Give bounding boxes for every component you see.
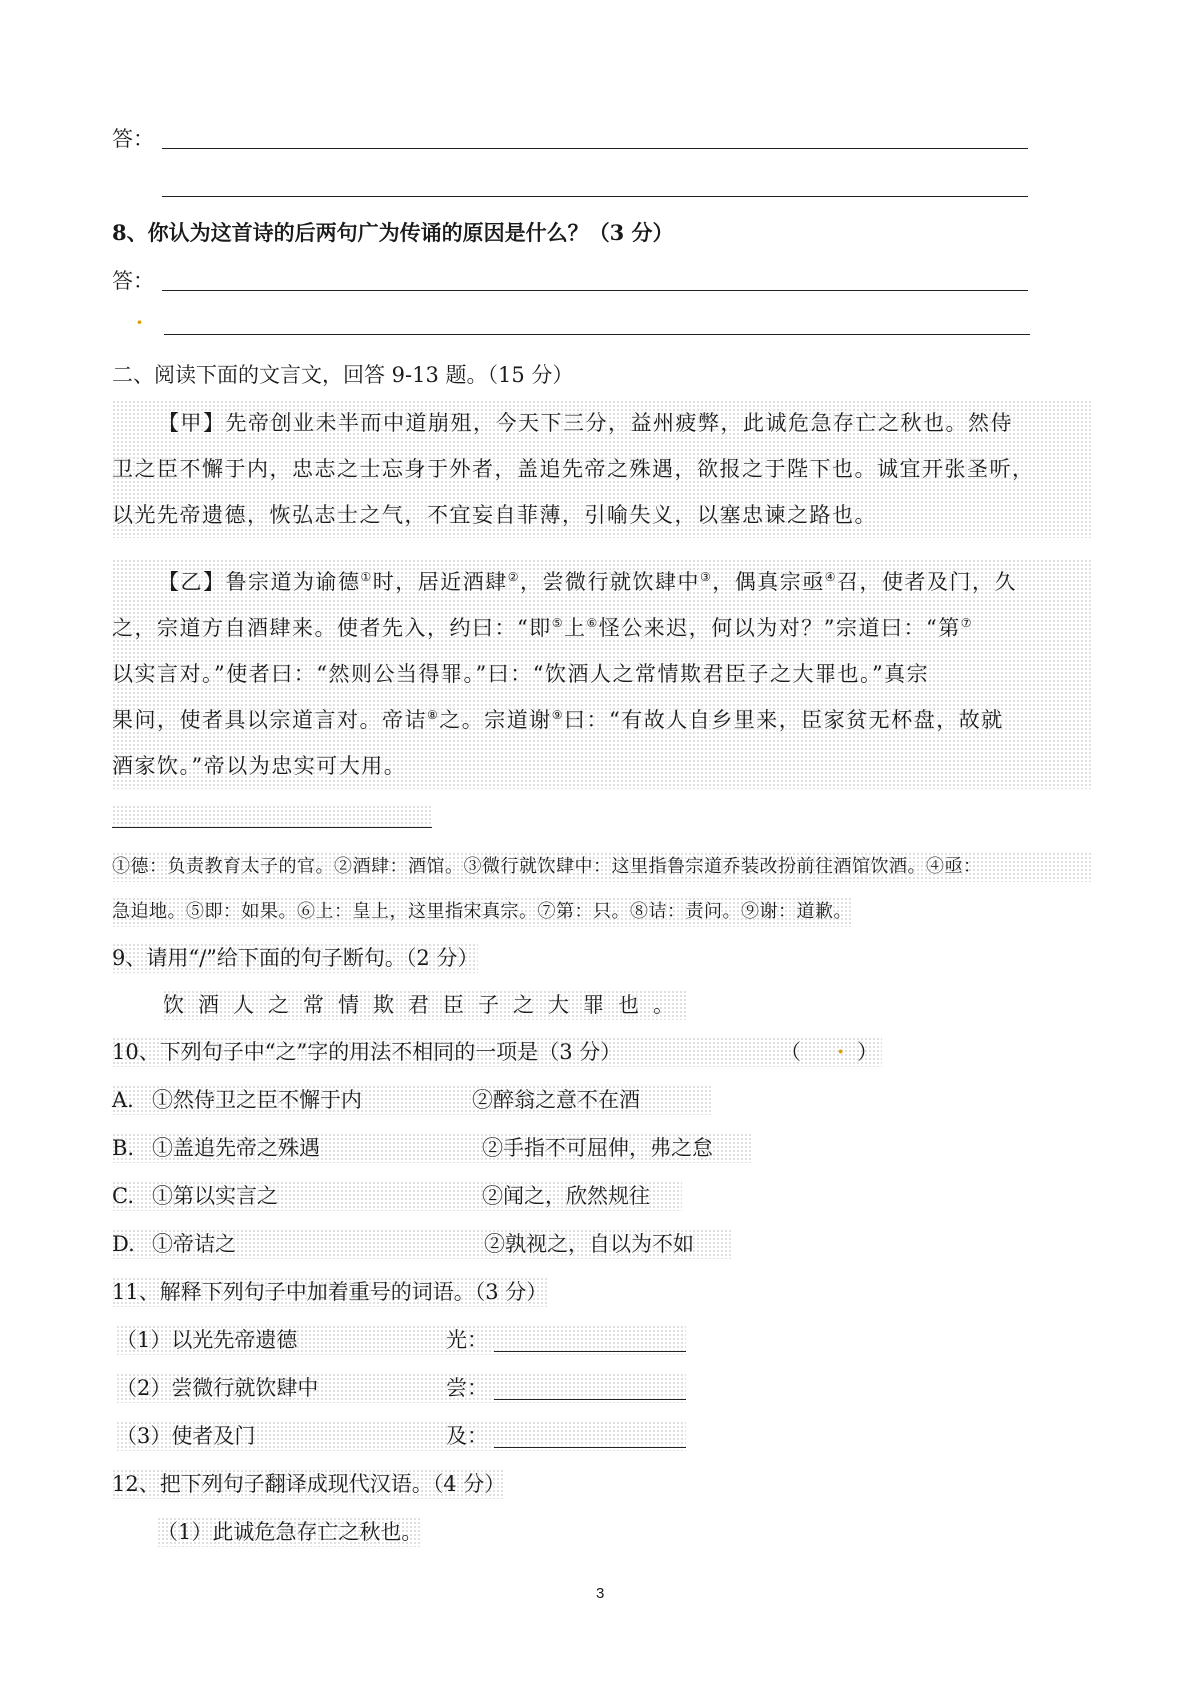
- footnote-separator-bg: [112, 805, 432, 827]
- footnote-ref: ⑥: [586, 616, 599, 630]
- answer-line[interactable]: [162, 196, 1028, 197]
- answer-blank-mark[interactable]: ·: [837, 1039, 845, 1064]
- passage-yi-line: 之，宗道方自酒肆来。使者先入，约曰：“即⑤上⑥怪公来迟，何以为对？”宗道曰：“第⑦: [112, 616, 974, 640]
- passage-jia-line: 以光先帝遗德，恢弘志士之气，不宜妄自菲薄，引喻失义，以塞忠谏之路也。: [112, 503, 877, 527]
- question-9-sentence: 饮酒人之常情欺君臣子之大罪也。: [163, 990, 688, 1020]
- footnote-ref: ⑨: [551, 708, 565, 722]
- passage-yi-line: 【乙】鲁宗道为谕德①时，居近酒肆②，尝微行就饮肆中③，偶真宗亟④召，使者及门，久: [158, 570, 1018, 594]
- footnote-ref: ①: [360, 570, 373, 584]
- q11-item: （3）使者及门 及：: [116, 1421, 686, 1451]
- footnote-ref: ②: [507, 570, 521, 584]
- answer-label: 答：: [112, 269, 154, 293]
- question-12: 12、把下列句子翻译成现代汉语。（4 分）: [112, 1469, 505, 1499]
- option-d[interactable]: D. ①帝诘之 ②孰视之，自以为不如: [112, 1229, 732, 1259]
- footnote-ref: ⑧: [427, 708, 440, 722]
- passage-yi-line: 以实言对。”使者曰：“然则公当得罪。”曰：“饮酒人之常情欺君臣子之大罪也。”真宗: [112, 662, 930, 686]
- passage-jia: [112, 400, 1092, 538]
- footnote-line: ①德：负责教育太子的官。②酒肆：酒馆。③微行就饮肆中：这里指鲁宗道乔装改扮前往酒馆饮酒。④亟：: [112, 852, 1092, 882]
- footnote-line: 急迫地。⑤即：如果。⑥上：皇上，这里指宋真宗。⑦第：只。⑧诘：责问。⑨谢：道歉。: [112, 897, 852, 927]
- option-b[interactable]: B. ①盖追先帝之殊遇 ②手指不可屈伸，弗之怠: [112, 1133, 752, 1163]
- passage-jia-line: 卫之臣不懈于内，忠志之士忘身于外者，盖追先帝之殊遇，欲报之于陛下也。诚宜开张圣听，: [112, 457, 1035, 481]
- passage-yi-line: 果问，使者具以宗道言对。帝诘⑧之。宗道谢⑨曰：“有故人自乡里来，臣家贫无杯盘，故就: [112, 708, 1004, 732]
- passage-yi: [112, 559, 1092, 789]
- answer-paren-close: ）: [857, 1040, 878, 1064]
- answer-label: 答：: [112, 127, 154, 151]
- footnote-ref: ⑦: [960, 616, 974, 630]
- question-11: 11、解释下列句子中加着重号的词语。（3 分）: [112, 1277, 547, 1307]
- section-heading: 二、阅读下面的文言文，回答 9-13 题。（15 分）: [112, 363, 574, 387]
- question-8: 8、你认为这首诗的后两句广为传诵的原因是什么？（3 分）: [112, 220, 674, 245]
- footnote-separator: [112, 827, 432, 828]
- answer-line[interactable]: [162, 148, 1028, 149]
- answer-line[interactable]: [162, 290, 1028, 291]
- q11-answer-line[interactable]: [494, 1447, 686, 1448]
- question-10: 10、下列句子中“之”字的用法不相同的一项是（3 分） （ · ）: [112, 1037, 882, 1067]
- option-c[interactable]: C. ①第以实言之 ②闻之，欣然规往: [112, 1181, 682, 1211]
- footnote-ref: ③: [700, 570, 713, 584]
- question-9: 9、请用“/”给下面的句子断句。（2 分）: [112, 943, 478, 973]
- page-number: 3: [596, 1585, 605, 1602]
- passage-jia-line: 【甲】先帝创业未半而中道崩殂，今天下三分，益州疲弊，此诚危急存亡之秋也。然侍: [158, 411, 1013, 435]
- q11-item: （2）尝微行就饮肆中 尝：: [116, 1373, 686, 1403]
- q11-answer-line[interactable]: [494, 1399, 686, 1400]
- q12-item: （1）此诚危急存亡之秋也。: [157, 1517, 422, 1547]
- footnote-ref: ④: [824, 570, 838, 584]
- answer-line[interactable]: [164, 334, 1030, 335]
- answer-paren-open: （: [780, 1040, 801, 1064]
- passage-yi-line: 酒家饮。”帝以为忠实可大用。: [112, 754, 407, 778]
- option-a[interactable]: A. ①然侍卫之臣不懈于内 ②醉翁之意不在酒: [112, 1085, 712, 1115]
- footnote-ref: ⑤: [551, 616, 564, 630]
- q11-answer-line[interactable]: [494, 1351, 686, 1352]
- q11-item: （1）以光先帝遗德 光：: [116, 1325, 686, 1355]
- orange-dot-mark: ·: [136, 310, 143, 334]
